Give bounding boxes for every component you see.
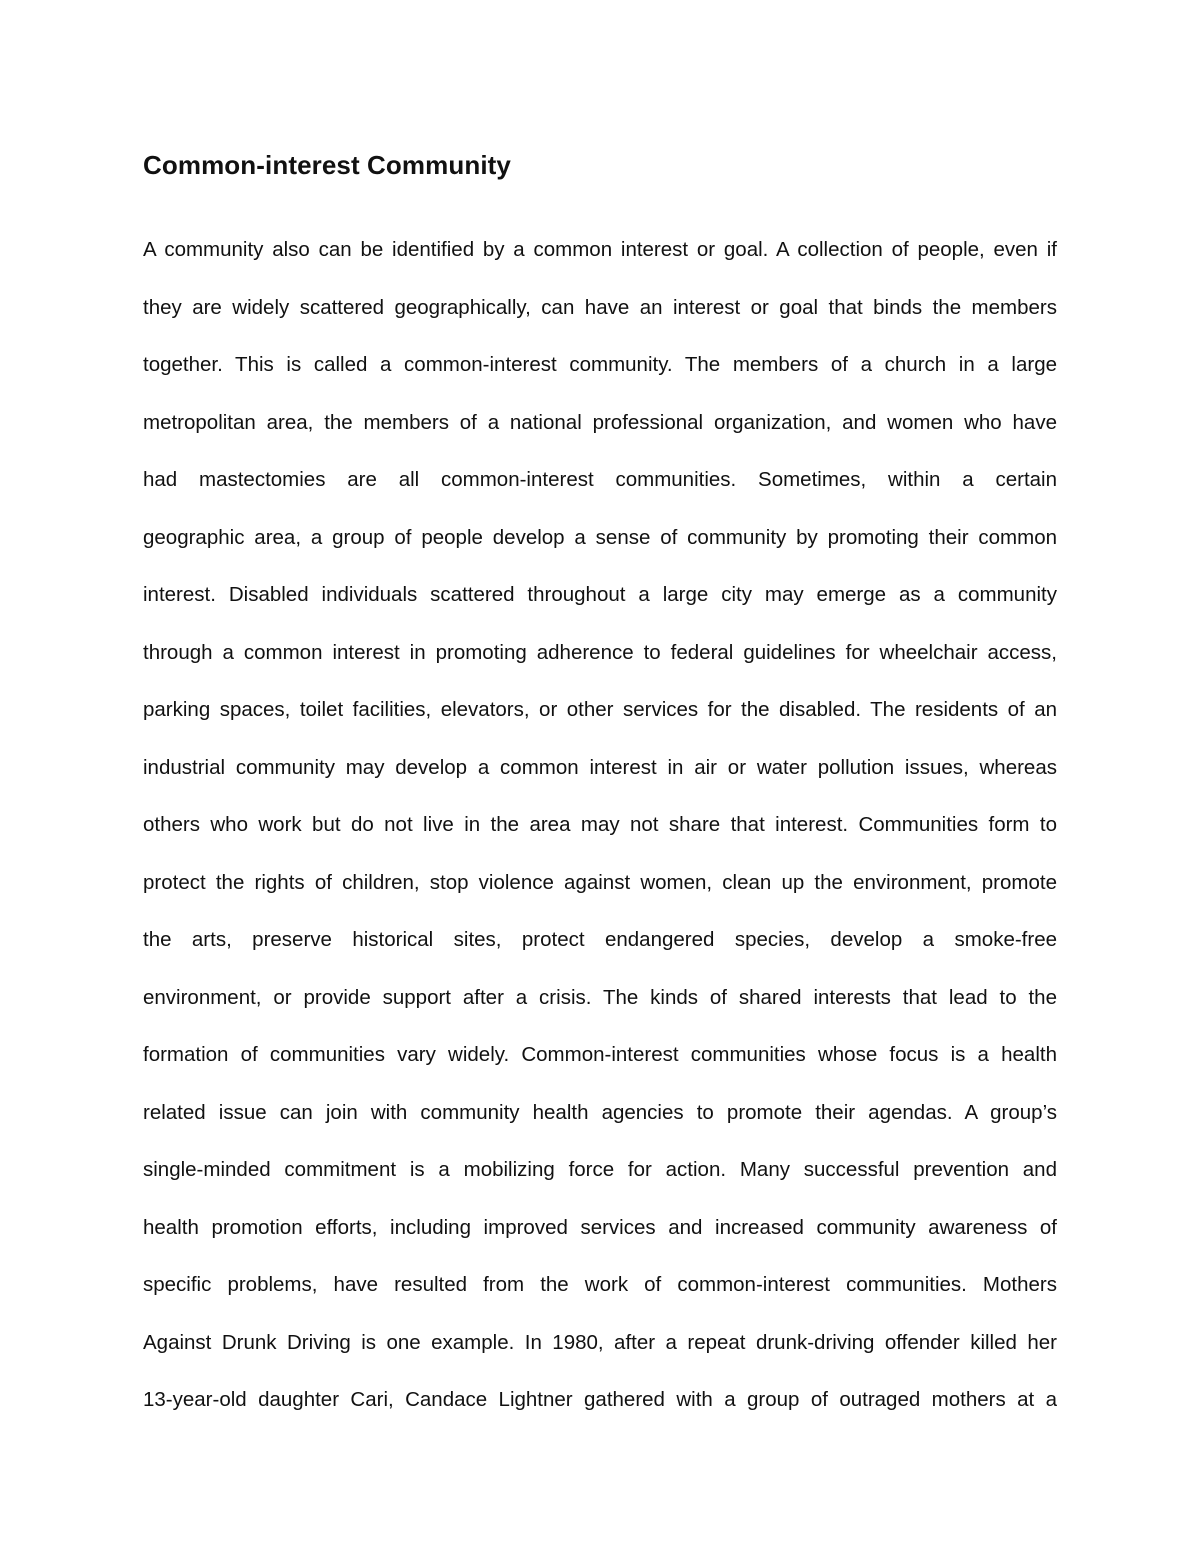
body-line: formation of communities vary widely. Common-interest communities whose focus is a health (143, 1043, 1057, 1066)
document-title: Common-interest Community (143, 150, 511, 180)
body-line: A community also can be identified by a common interest or goal. A collection of people, even if (143, 238, 1057, 261)
body-line: 13-year-old daughter Cari, Candace Lightner gathered with a group of outraged mothers at a (143, 1388, 1057, 1411)
body-line: had mastectomies are all common-interest communities. Sometimes, within a certain (143, 468, 1057, 491)
body-line: single-minded commitment is a mobilizing force for action. Many successful prevention and (143, 1158, 1057, 1181)
body-line: industrial community may develop a common interest in air or water pollution issues, whereas (143, 755, 1057, 779)
document-body (143, 221, 1057, 1429)
body-line: others who work but do not live in the area may not share that interest. Communities form to (143, 813, 1057, 836)
body-line: environment, or provide support after a crisis. The kinds of shared interests that lead to the (143, 985, 1057, 1009)
body-line: interest. Disabled individuals scattered throughout a large city may emerge as a community (143, 583, 1057, 606)
body-line: metropolitan area, the members of a national professional organization, and women who have (143, 410, 1057, 434)
body-line: they are widely scattered geographically, can have an interest or goal that binds the members (143, 295, 1057, 319)
body-line: health promotion efforts, including improved services and increased community awareness of (143, 1215, 1057, 1239)
body-line: the arts, preserve historical sites, protect endangered species, develop a smoke-free (143, 928, 1057, 951)
body-line: related issue can join with community health agencies to promote their agendas. A group’s (143, 1100, 1057, 1124)
body-line: parking spaces, toilet facilities, elevators, or other services for the disabled. The residents of an (143, 698, 1057, 721)
body-line: together. This is called a common-interest community. The members of a church in a large (143, 353, 1057, 376)
body-line: specific problems, have resulted from the work of common-interest communities. Mothers (143, 1273, 1057, 1296)
body-line: geographic area, a group of people develop a sense of community by promoting their common (143, 525, 1057, 549)
body-line: Against Drunk Driving is one example. In 1980, after a repeat drunk-driving offender killed her (143, 1330, 1057, 1354)
body-line: protect the rights of children, stop violence against women, clean up the environment, promote (143, 870, 1057, 894)
body-line: through a common interest in promoting adherence to federal guidelines for wheelchair access, (143, 640, 1057, 664)
